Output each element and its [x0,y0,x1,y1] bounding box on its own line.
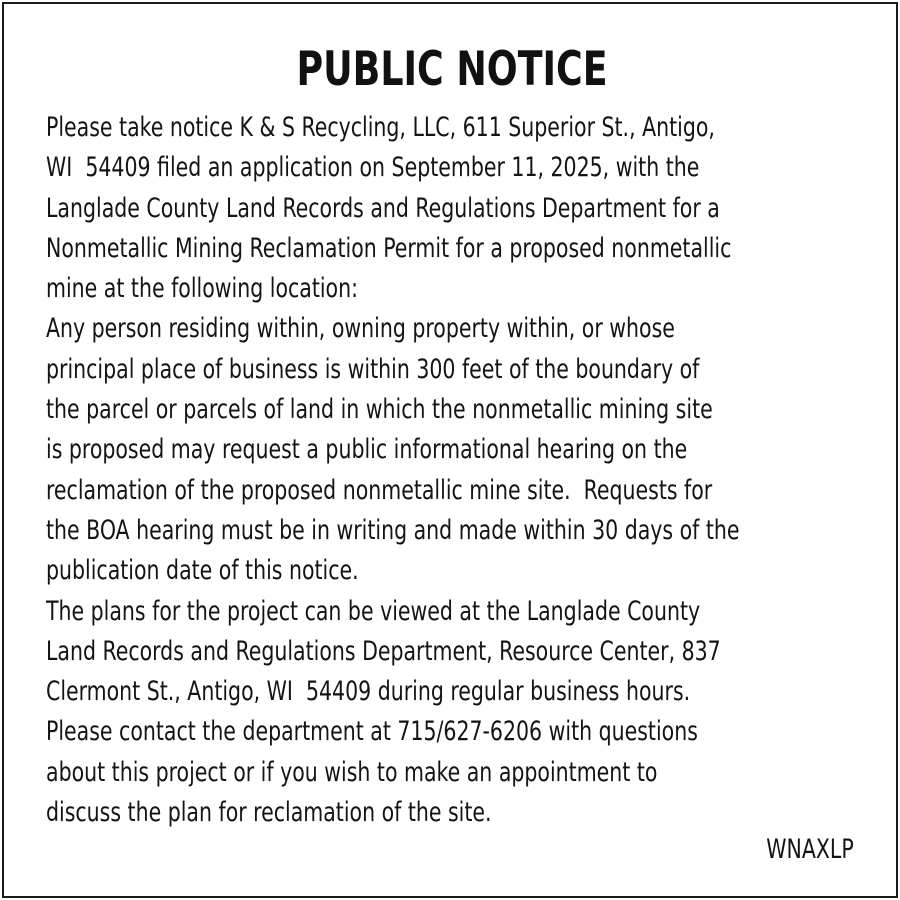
notice-title: PUBLIC NOTICE [296,42,608,97]
notice-line: The plans for the project can be viewed at the Langlade County [46,595,701,627]
notice-line: Any person residing within, owning property within, or whose [46,313,675,345]
notice-line: WI 54409 filed an application on September 11, 2025, with the [46,152,700,184]
public-notice-frame [2,2,898,898]
notice-line: mine at the following location: [46,273,359,305]
notice-line: Nonmetallic Mining Reclamation Permit for a proposed nonmetallic [46,232,732,264]
notice-line: Please take notice K & S Recycling, LLC, 611 Superior St., Antigo, [46,112,715,143]
notice-line: the BOA hearing must be in writing and made within 30 days of the [46,514,740,546]
notice-line: publication date of this notice. [46,555,359,587]
notice-line: is proposed may request a public informational hearing on the [46,434,688,466]
notice-signature: WNAXLP [766,834,854,865]
notice-body [46,108,886,833]
notice-line: Land Records and Regulations Department, Resource Center, 837 [46,635,721,667]
notice-line: about this project or if you wish to make an appointment to [46,756,658,788]
notice-line: discuss the plan for reclamation of the site. [46,797,492,829]
notice-line: Please contact the department at 715/627-6206 with questions [46,716,698,748]
notice-line: reclamation of the proposed nonmetallic mine site. Requests for [46,474,713,506]
notice-line: Clermont St., Antigo, WI 54409 during regular business hours. [46,676,691,708]
notice-line: the parcel or parcels of land in which the nonmetallic mining site [46,394,713,426]
notice-line: principal place of business is within 300 feet of the boundary of [46,353,700,385]
notice-line: Langlade County Land Records and Regulations Department for a [46,192,720,224]
